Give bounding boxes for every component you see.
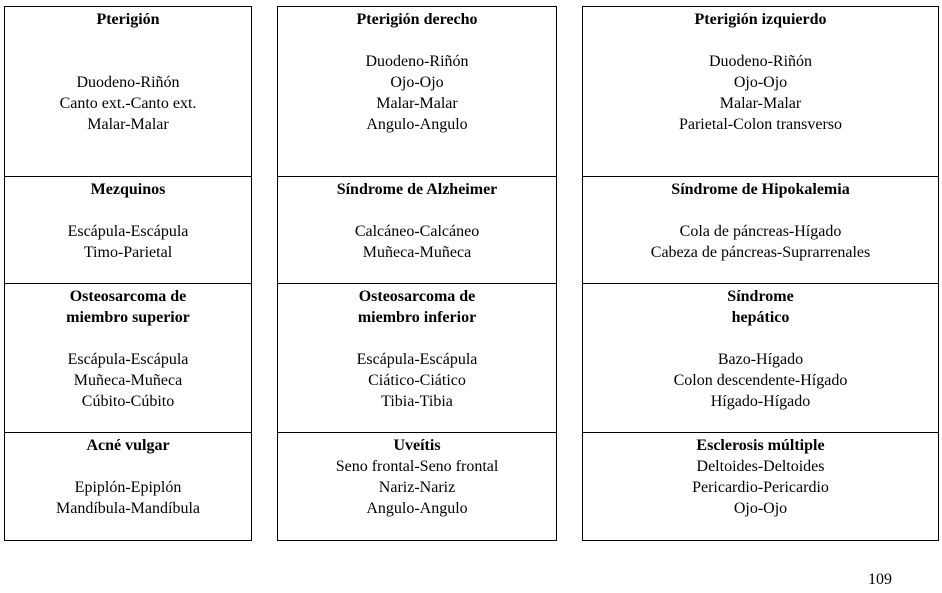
cell-title (583, 9, 938, 30)
cell-sindrome-hepatico (583, 284, 938, 433)
cell-line: Duodeno-Riñón (365, 53, 469, 70)
cell-acne-vulgar (5, 433, 251, 540)
cell-title-line: Osteosarcoma de (69, 288, 187, 305)
cell-title-line: Síndrome de Hipokalemia (671, 181, 850, 198)
cell-pterigion-izquierdo (583, 7, 938, 177)
cell-lines (278, 221, 556, 263)
cell-pterigion (5, 7, 251, 177)
cell-title (5, 435, 251, 456)
cell-line: Nariz-Nariz (378, 479, 456, 496)
cell-lines (5, 349, 251, 412)
cell-title-line: Mezquinos (90, 181, 166, 198)
cell-line: Parietal-Colon transverso (678, 116, 843, 133)
cell-lines (278, 456, 556, 519)
cell-line: Malar-Malar (719, 95, 802, 112)
cell-title (278, 286, 556, 328)
cell-lines (5, 221, 251, 263)
cell-lines (583, 349, 938, 412)
cell-title-line: Esclerosis múltiple (696, 437, 825, 454)
table-column-right (582, 6, 939, 541)
cell-line: Seno frontal-Seno frontal (335, 458, 499, 475)
cell-line: Escápula-Escápula (67, 223, 189, 240)
cell-sindrome-hipokalemia (583, 177, 938, 284)
cell-lines (5, 477, 251, 519)
cell-title (278, 179, 556, 200)
cell-title-line: Síndrome (727, 288, 794, 305)
cell-title (5, 286, 251, 328)
cell-title-line: Osteosarcoma de (358, 288, 476, 305)
cell-title-line: Síndrome de Alzheimer (336, 181, 498, 198)
cell-title-line: miembro inferior (357, 309, 477, 326)
cell-line: Ojo-Ojo (390, 74, 444, 91)
cell-line: Timo-Parietal (83, 244, 173, 261)
cell-line: Muñeca-Muñeca (73, 372, 183, 389)
table-column-left (4, 6, 252, 541)
cell-title (278, 9, 556, 30)
cell-osteosarcoma-inferior (278, 284, 556, 433)
cell-line: Ojo-Ojo (733, 74, 788, 91)
cell-line: Duodeno-Riñón (708, 53, 813, 70)
cell-line: Calcáneo-Calcáneo (354, 223, 480, 240)
cell-title-line: Acné vulgar (86, 437, 170, 454)
cell-line: Colon descendente-Hígado (673, 372, 848, 389)
cell-mezquinos (5, 177, 251, 284)
cell-sindrome-alzheimer (278, 177, 556, 284)
cell-line: Escápula-Escápula (356, 351, 478, 368)
cell-line: Deltoides-Deltoides (696, 458, 825, 475)
cell-lines (278, 349, 556, 412)
cell-lines (278, 51, 556, 135)
cell-title-line: Pterigión (96, 11, 160, 28)
cell-line: Muñeca-Muñeca (362, 244, 472, 261)
cell-line: Tibia-Tibia (381, 393, 453, 410)
cell-title-line: Pterigión derecho (356, 11, 478, 28)
cell-title (5, 9, 251, 30)
cell-line: Bazo-Hígado (717, 351, 804, 368)
table-column-middle (277, 6, 557, 541)
cell-uveitis (278, 433, 556, 540)
cell-line: Cabeza de páncreas-Suprarrenales (650, 244, 871, 261)
cell-lines (583, 51, 938, 135)
cell-lines (583, 456, 938, 519)
cell-title-line: Pterigión izquierdo (694, 11, 827, 28)
cell-osteosarcoma-superior (5, 284, 251, 433)
cell-line: Malar-Malar (87, 116, 169, 133)
cell-title (583, 286, 938, 328)
cell-title (583, 435, 938, 456)
cell-line: Epiplón-Epiplón (74, 479, 182, 496)
cell-line: Angulo-Angulo (366, 500, 468, 517)
cell-title (5, 179, 251, 200)
cell-line: Pericardio-Pericardio (692, 479, 829, 496)
cell-line: Mandíbula-Mandíbula (56, 500, 200, 517)
cell-title (583, 179, 938, 200)
cell-line: Canto ext.-Canto ext. (59, 95, 197, 112)
cell-title-line: Uveítis (393, 437, 441, 454)
cell-title-line: miembro superior (66, 309, 190, 326)
cell-line: Cúbito-Cúbito (81, 393, 175, 410)
cell-line: Ciático-Ciático (368, 372, 466, 389)
cell-title-line: hepático (731, 309, 790, 326)
cell-line: Duodeno-Riñón (76, 74, 180, 91)
cell-line: Escápula-Escápula (67, 351, 189, 368)
cell-title (278, 435, 556, 456)
page-number: 109 (868, 571, 892, 588)
cell-line: Cola de páncreas-Hígado (679, 223, 842, 240)
cell-lines (583, 221, 938, 263)
cell-pterigion-derecho (278, 7, 556, 177)
cell-line: Hígado-Hígado (710, 393, 811, 410)
cell-line: Angulo-Angulo (366, 116, 468, 133)
cell-line: Malar-Malar (376, 95, 458, 112)
cell-esclerosis-multiple (583, 433, 938, 540)
cell-lines (5, 72, 251, 135)
cell-line: Ojo-Ojo (733, 500, 788, 517)
